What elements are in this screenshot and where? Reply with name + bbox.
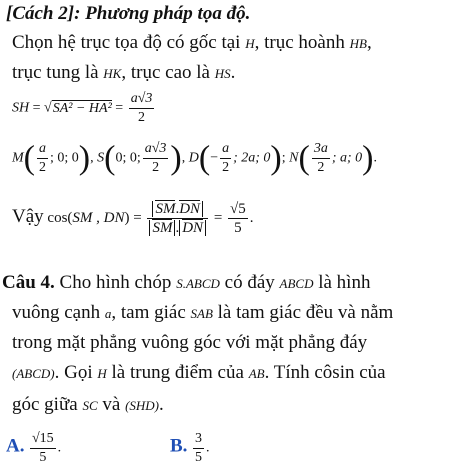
method-heading: [Cách 2]: Phương pháp tọa độ. <box>6 3 251 24</box>
cosine-result: Vậy cos(SM , DN) = $\frac{SM.DN}{SM . DN}$ = $\frac{√5}{5}$ . <box>12 201 254 236</box>
question-4-line-3: trong mặt phẳng vuông góc với mặt phẳng đáy <box>12 332 368 353</box>
point-coordinates: M( $\frac{a}{2}$ ; 0; 0), S(0; 0; $\frac{a√3}{2}$ ), D(− $\frac{a}{2}$ ; 2a; 0); N( $\frac{3a}{2}$ ; a; 0). <box>12 139 377 177</box>
text-line-2: trục tung là HK, trục cao là HS. <box>12 62 236 83</box>
text-line-1: Chọn hệ trục tọa độ có gốc tại H, trục hoành HB, <box>12 32 372 53</box>
answer-b[interactable]: B. $\frac{3}{5}$ . <box>170 431 210 465</box>
equation-sh: SH = √SA² − HA² = $\frac{a√3}{2}$ <box>12 91 153 125</box>
answer-a[interactable]: A. $\frac{√15}{5}$ . <box>6 431 62 465</box>
question-4-line-4: (ABCD). Gọi H là trung điểm của AB. Tính côsin của <box>12 362 386 383</box>
question-4-line-5: góc giữa SC và (SHD). <box>12 394 164 415</box>
question-4-line-2: vuông cạnh a, tam giác SAB là tam giác đều và nằm <box>12 302 394 323</box>
question-4-line-1: Câu 4. Cho hình chóp S.ABCD có đáy ABCD là hình <box>2 272 371 293</box>
